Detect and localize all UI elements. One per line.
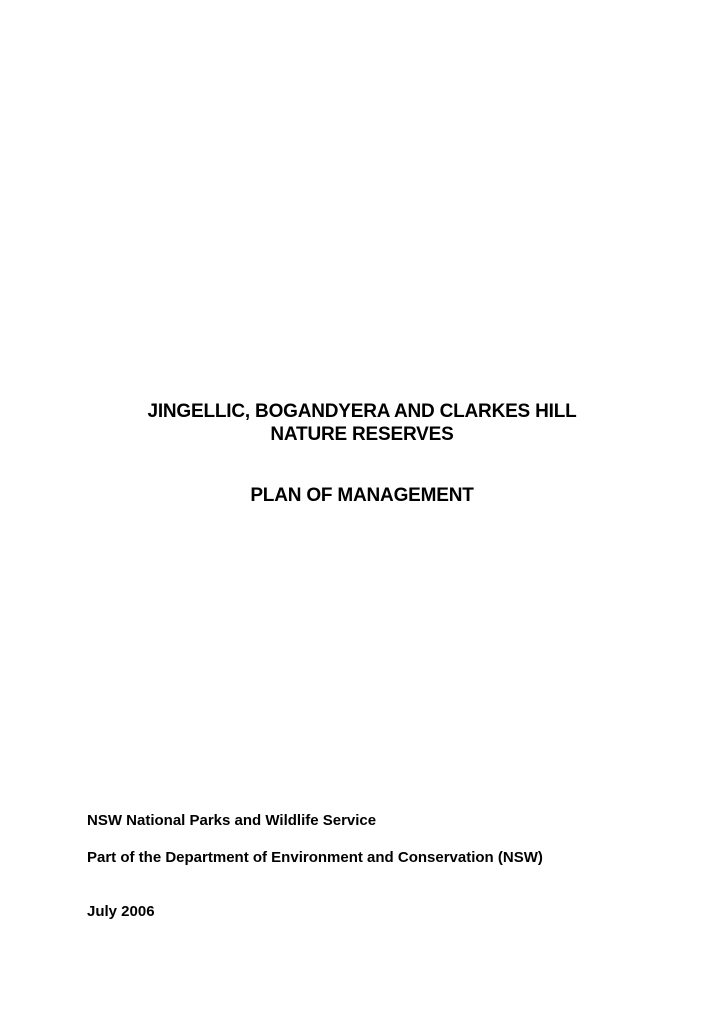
publication-date: July 2006 — [87, 903, 155, 920]
title-line-2: NATURE RESERVES — [270, 424, 454, 445]
organization-name: NSW National Parks and Wildlife Service — [87, 812, 377, 829]
document-title — [0, 400, 724, 446]
document-subtitle: PLAN OF MANAGEMENT — [250, 485, 474, 506]
department-name: Part of the Department of Environment and Conservation (NSW) — [87, 849, 543, 866]
title-line-1: JINGELLIC, BOGANDYERA AND CLARKES HILL — [147, 401, 577, 422]
